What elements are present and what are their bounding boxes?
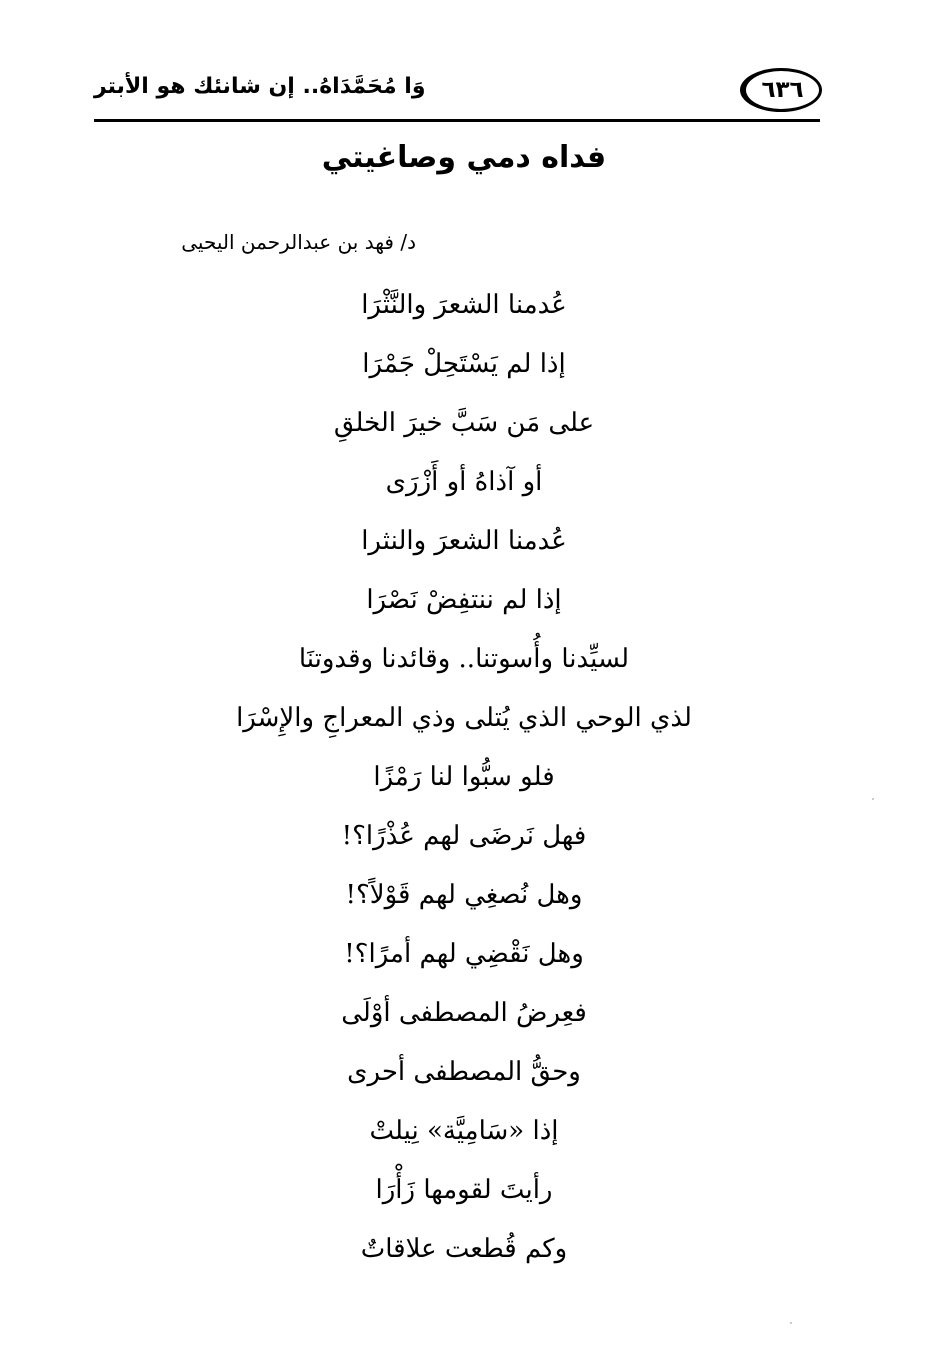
running-title: وَا مُحَمَّدَاهُ.. إن شانئك هو الأبتر	[94, 74, 426, 99]
header-divider	[94, 119, 820, 122]
verse-line: لسيِّدنا وأُسوتنا.. وقائدنا وقدوتنَا	[298, 644, 630, 674]
verse-line: أو آذاهُ أو أَزْرَى	[385, 467, 543, 497]
verse-line: إذا لم يَسْتَحِلْ جَمْرَا	[362, 349, 566, 379]
scan-speck	[790, 1322, 792, 1324]
scan-speck	[872, 798, 874, 800]
page-number: ٦٣٦	[740, 68, 822, 112]
verse-line: عُدمنا الشعرَ والنثرا	[361, 526, 567, 556]
verse-line: عُدمنا الشعرَ والنَّثْرَا	[361, 290, 567, 320]
verse-line: لذي الوحي الذي يُتلى وذي المعراجِ والإِسْرَا	[236, 703, 692, 733]
verse-line: وهل نُصغِي لهم قَوْلاً؟!	[345, 880, 583, 910]
author-name: د/ فهد بن عبدالرحمن اليحيى	[181, 230, 416, 254]
verse-line: على مَن سَبَّ خيرَ الخلقِ	[333, 408, 595, 438]
verse-line: رأيتَ لقومها زَأْرَا	[375, 1175, 553, 1205]
verse-line: إذا «سَامِيَّة» نِيلتْ	[369, 1116, 559, 1146]
verse-line: وهل نَقْضِي لهم أمرًا؟!	[344, 939, 584, 969]
verse-line: إذا لم ننتفِضْ نَصْرَا	[366, 585, 562, 615]
verse-line: فعِرضُ المصطفى أوْلَى	[341, 998, 587, 1028]
verse-line: فلو سبُّوا لنا رَمْزًا	[373, 762, 555, 792]
verse-line: فهل نَرضَى لهم عُذْرًا؟!	[341, 821, 587, 851]
page-header	[90, 62, 822, 126]
verse-line: وحقُّ المصطفى أحرى	[347, 1057, 581, 1087]
poem-verses	[0, 276, 928, 1279]
poem-title: فداه دمي وصاغيتي	[321, 140, 607, 175]
verse-line: وكم قُطعت علاقاتٌ	[360, 1234, 568, 1264]
